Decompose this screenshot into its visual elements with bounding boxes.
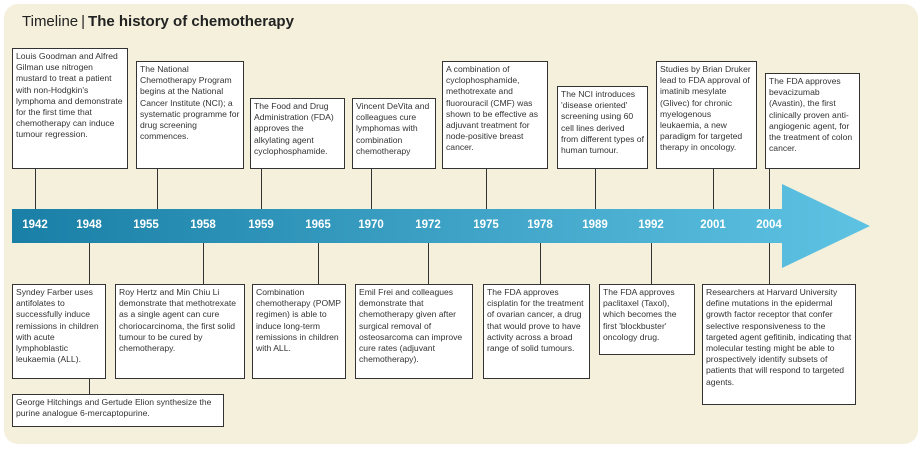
year-label: 1948 [76, 219, 102, 231]
event-box-1958: Roy Hertz and Min Chiu Li demonstrate that methotrexate as a single agent can cure choriocarcinoma, the first solid tumour to be cured by chemotherapy. [115, 284, 245, 379]
connector-line [540, 243, 541, 285]
connector-line [651, 243, 652, 285]
connector-line [203, 243, 204, 285]
year-label: 1978 [527, 219, 553, 231]
event-box-1965: Combination chemotherapy (POMP regimen) is able to induce long-term remissions in children with ALL. [252, 284, 346, 379]
connector-line [769, 243, 770, 285]
connector-line [428, 243, 429, 285]
year-label: 1989 [582, 219, 608, 231]
connector-line [89, 243, 90, 285]
year-label: 1970 [358, 219, 384, 231]
connector-line [371, 168, 372, 209]
event-box-1955: The National Chemotherapy Program begins at the National Cancer Institute (NCI); a systematic programme for drug screening commences. [136, 61, 244, 169]
connector-line [89, 378, 90, 395]
event-box-2004-top: The FDA approves bevacizumab (Avastin), the first clinically proven anti-angiogenic agent, for the treatment of colon cancer. [765, 73, 860, 169]
event-box-1972: Emil Frei and colleagues demonstrate that chemotherapy given after surgical removal of osteosarcoma can improve cure rates (adjuvant chemotherapy). [355, 284, 473, 379]
event-box-2004-bottom: Researchers at Harvard University define mutations in the epidermal growth factor receptor that confer selective responsiveness to the targeted agent gefitinib, indicating that molecular testing might be able to prospectively identify subsets of patients that will respond to targeted agents. [702, 284, 856, 405]
connector-line [35, 168, 36, 209]
year-label: 1955 [133, 219, 159, 231]
year-label: 1965 [305, 219, 331, 231]
year-label: 1972 [415, 219, 441, 231]
connector-line [713, 168, 714, 209]
event-box-1959: The Food and Drug Administration (FDA) approves the alkylating agent cyclophosphamide. [250, 98, 345, 169]
title-text: The history of chemotherapy [88, 13, 294, 30]
connector-line [769, 168, 770, 209]
connector-line [157, 168, 158, 209]
connector-line [261, 168, 262, 209]
event-box-1970: Vincent DeVita and colleagues cure lymphomas with combination chemotherapy [352, 98, 436, 169]
event-box-6mp: George Hitchings and Gertude Elion synthesize the purine analogue 6-mercaptopurine. [12, 394, 224, 427]
year-label: 1959 [248, 219, 274, 231]
event-box-1978: The FDA approves cisplatin for the treatment of ovarian cancer, a drug that would prove to have activity across a broad range of solid tumours. [483, 284, 590, 379]
title-label: Timeline [22, 13, 79, 30]
connector-line [595, 168, 596, 209]
event-box-1975: A combination of cyclophosphamide, methotrexate and fluorouracil (CMF) was shown to be effective as adjuvant treatment for node-positive breast cancer. [442, 61, 548, 169]
event-box-1992: The FDA approves paclitaxel (Taxol), which becomes the first 'blockbuster' oncology drug. [599, 284, 695, 355]
year-label: 1958 [190, 219, 216, 231]
event-box-1989: The NCI introduces 'disease oriented' screening using 60 cell lines derived from different types of human tumour. [557, 86, 648, 169]
year-label: 1975 [473, 219, 499, 231]
event-box-2001: Studies by Brian Druker lead to FDA approval of imatinib mesylate (Glivec) for chronic myelogenous leukaemia, a new paradigm for targeted therapy in oncology. [656, 61, 757, 169]
connector-line [486, 168, 487, 209]
year-label: 1942 [22, 219, 48, 231]
title-separator: | [81, 13, 86, 30]
event-box-1948: Syndey Farber uses antifolates to successfully induce remissions in children with acute lymphoblastic leukaemia (ALL). [12, 284, 106, 379]
year-label: 1992 [638, 219, 664, 231]
year-label: 2001 [700, 219, 726, 231]
year-label: 2004 [756, 219, 782, 231]
connector-line [318, 243, 319, 285]
event-box-1942: Louis Goodman and Alfred Gilman use nitrogen mustard to treat a patient with non-Hodgkin's lymphoma and demonstrate for the first time that chemotherapy can induce tumour regression. [12, 48, 128, 169]
